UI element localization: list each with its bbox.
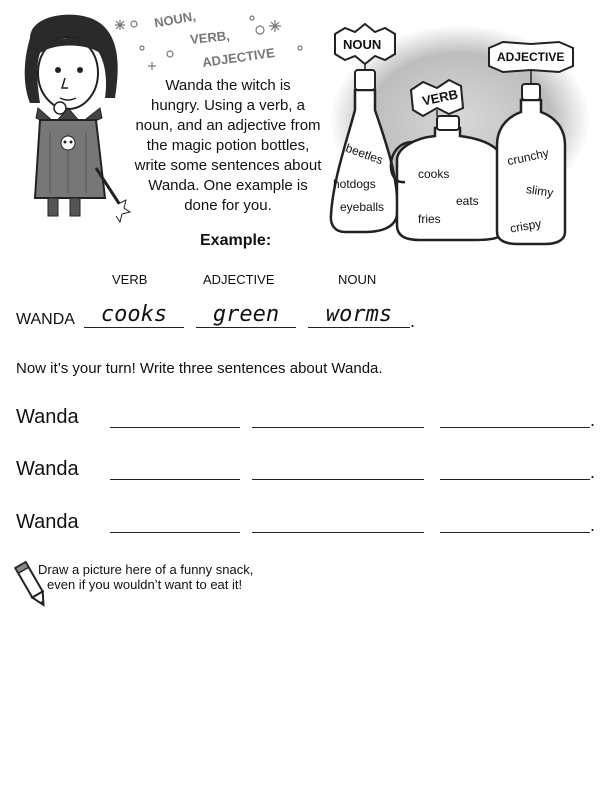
draw-prompt: [38, 562, 253, 592]
intro-line: noun, and an adjective from: [135, 117, 321, 134]
example-period: .: [410, 311, 416, 331]
turn-instructions: Now it’s your turn! Write three sentences about Wanda.: [16, 360, 383, 377]
example-verb-answer: cooks: [84, 303, 184, 328]
verb-bottle: [397, 128, 505, 240]
adjective-word: crunchy: [506, 145, 551, 169]
row-1-subject: Wanda: [16, 406, 79, 428]
noun-word: eyeballs: [340, 200, 385, 214]
noun-word: hotdogs: [333, 177, 376, 191]
adjective-word: crispy: [509, 216, 543, 236]
row-1-period: .: [590, 410, 596, 430]
intro-line: hungry. Using a verb, a: [151, 97, 305, 114]
intro-line: the magic potion bottles,: [146, 137, 310, 154]
example-subject: WANDA: [16, 311, 75, 328]
magic-word-adjective: ADJECTIVE: [201, 44, 276, 71]
row-3-blank-noun[interactable]: [440, 531, 590, 533]
example-noun-answer: worms: [308, 303, 410, 328]
adjective-tag-label: ADJECTIVE: [497, 50, 565, 64]
verb-word: eats: [456, 194, 479, 208]
row-3-subject: Wanda: [16, 511, 79, 533]
intro-line: write some sentences about: [134, 157, 322, 174]
magic-word-verb: VERB,: [189, 27, 231, 48]
row-1-blank-adjective[interactable]: [252, 426, 424, 428]
noun-tag-label: NOUN: [343, 37, 382, 52]
sparkle-icons: [110, 10, 310, 70]
row-3-period: .: [590, 515, 596, 535]
adjective-word: slimy: [525, 182, 555, 200]
row-2-blank-noun[interactable]: [440, 478, 590, 480]
row-3-blank-adjective[interactable]: [252, 531, 424, 533]
intro-line: Wanda the witch is: [165, 77, 291, 94]
example-title: Example:: [200, 232, 272, 249]
example-adjective-answer: green: [196, 303, 296, 328]
drawing-area[interactable]: [16, 600, 584, 780]
row-2-blank-verb[interactable]: [110, 478, 240, 480]
verb-tag-label: VERB: [420, 86, 460, 109]
row-1-blank-noun[interactable]: [440, 426, 590, 428]
col-header-adjective: ADJECTIVE: [203, 272, 275, 287]
row-2-blank-adjective[interactable]: [252, 478, 424, 480]
row-2-subject: Wanda: [16, 458, 79, 480]
col-header-noun: NOUN: [338, 272, 377, 287]
intro-line: Wanda. One example is: [148, 177, 308, 194]
row-2-period: .: [590, 462, 596, 482]
row-3-blank-verb[interactable]: [110, 531, 240, 533]
draw-prompt-line-2: even if you wouldn’t want to eat it!: [47, 577, 243, 592]
noun-word: beetles: [343, 140, 385, 168]
magic-word-noun: NOUN,: [153, 8, 197, 31]
intro-paragraph: [128, 76, 328, 216]
verb-word: fries: [418, 212, 441, 226]
col-header-verb: VERB: [112, 272, 148, 287]
verb-word: cooks: [418, 167, 450, 181]
draw-prompt-line-1: Draw a picture here of a funny snack,: [38, 562, 254, 577]
intro-line: done for you.: [184, 197, 272, 214]
row-1-blank-verb[interactable]: [110, 426, 240, 428]
